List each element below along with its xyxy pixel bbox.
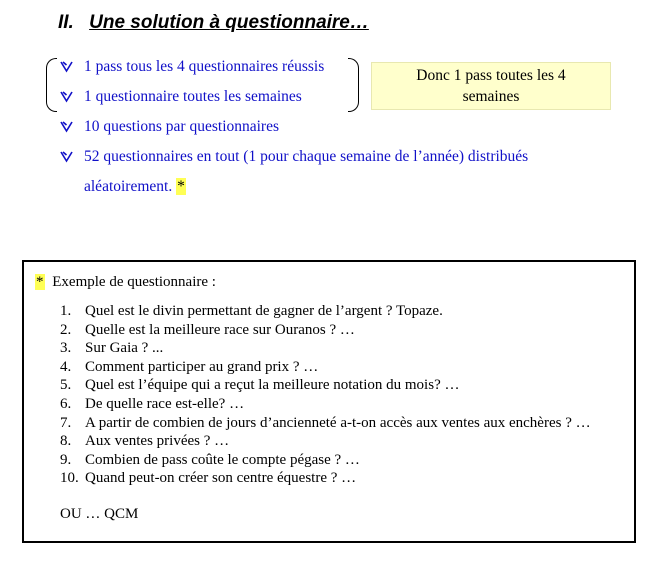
- bullet-continuation: aléatoirement. *: [84, 178, 185, 195]
- example-marker: *: [36, 274, 44, 290]
- note-line-1: Donc 1 pass toutes les 4: [416, 67, 566, 84]
- bullet-item: 10 questions par questionnaires: [60, 118, 279, 136]
- check-bullet-icon: [60, 118, 84, 136]
- right-brace: [348, 58, 359, 112]
- question-item: 1. Quel est le divin permettant de gagner de l’argent ? Topaze.: [60, 303, 443, 319]
- question-list: [60, 302, 591, 488]
- summary-note: [371, 62, 611, 110]
- section-title: Une solution à questionnaire…: [89, 12, 369, 33]
- question-item: 9. Combien de pass coûte le compte pégase ? …: [60, 451, 360, 468]
- check-bullet-icon: [60, 58, 84, 76]
- bullet-item: 1 pass tous les 4 questionnaires réussis: [60, 58, 324, 76]
- check-bullet-icon: [60, 88, 84, 106]
- bullet-item: 1 questionnaire toutes les semaines: [60, 88, 302, 106]
- footnote-marker: *: [177, 178, 185, 195]
- question-item: 5. Quel est l’équipe qui a reçut la meilleure notation du mois? …: [60, 377, 460, 394]
- question-item: 3. Sur Gaia ? ...: [60, 340, 164, 357]
- section-heading: [58, 12, 369, 34]
- question-item: 6. De quelle race est-elle? …: [60, 395, 245, 412]
- section-number: II.: [58, 12, 74, 33]
- question-item: 2. Quelle est la meilleure race sur Ouranos ? …: [60, 321, 355, 338]
- left-brace: [46, 58, 57, 112]
- example-title: Exemple de questionnaire :: [52, 274, 216, 290]
- bullet-item: 52 questionnaires en tout (1 pour chaque semaine de l’année) distribués: [60, 148, 528, 166]
- example-box: [22, 260, 636, 543]
- check-bullet-icon: [60, 148, 84, 166]
- question-item: 8. Aux ventes privées ? …: [60, 433, 230, 450]
- question-item: 4. Comment participer au grand prix ? …: [60, 358, 319, 375]
- question-item: 10. Quand peut-on créer son centre équestre ? …: [60, 470, 357, 487]
- example-footer: OU … QCM: [60, 506, 139, 522]
- example-heading: [35, 274, 216, 291]
- question-item: 7. A partir de combien de jours d’ancienneté a-t-on accès aux ventes aux enchères ? …: [60, 414, 591, 431]
- note-line-2: semaines: [462, 88, 520, 105]
